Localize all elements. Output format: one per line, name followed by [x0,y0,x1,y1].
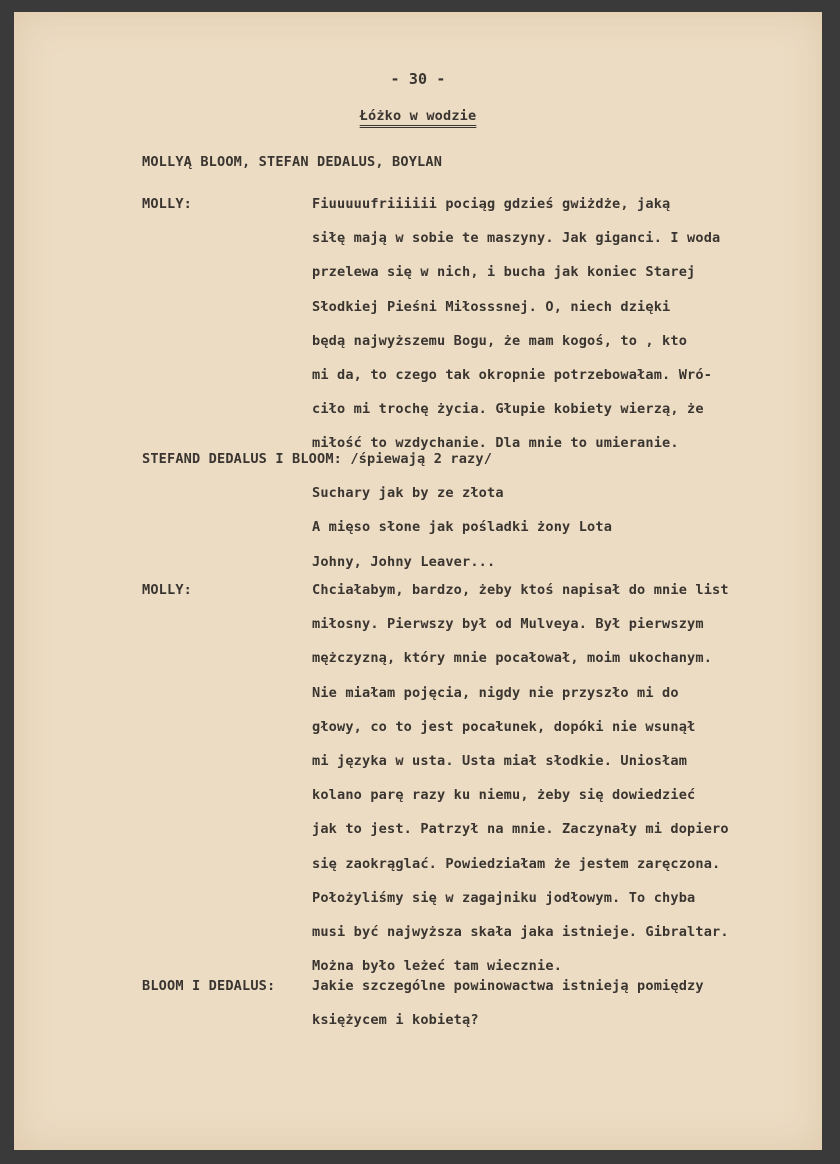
dialogue-line: siłę mają w sobie te maszyny. Jak giganci. I woda [312,230,721,247]
dialogue-line: mi da, to czego tak okropnie potrzebowałam. Wró- [312,367,713,383]
page-number: - 30 - [390,70,446,88]
dialogue-line: Można było leżeć tam wiecznie. [312,958,563,975]
dialogue-line: mężczyzną, który mnie pocałował, moim ukochanym. [312,650,713,667]
scene-title-wrap [14,108,822,124]
typewritten-page [14,12,822,1150]
dialogue-line: miłosny. Pierwszy był od Mulveya. Był pierwszym [312,616,704,633]
dialogue-line: będą najwyższemu Bogu, że mam kogoś, to , kto [312,332,688,349]
dialogue-line: ciło mi trochę życia. Głupie kobiety wierzą, że [312,401,704,418]
dialogue-line: mi języka w usta. Usta miał słodkie. Uniosłam [312,753,688,769]
dialogue-line: Chciałabym, bardzo, żeby ktoś napisał do mnie list [312,582,729,598]
speaker-label: STEFAND DEDALUS I BLOOM: /śpiewają 2 razy/ [142,451,493,467]
dialogue-line: głowy, co to jest pocałunek, dopóki nie wsunął [312,718,696,735]
dialogue-line: musi być najwyższa skała jaka istnieje. Gibraltar. [312,924,729,940]
speaker-label: MOLLY: [142,582,193,598]
cast-list: MOLLYĄ BLOOM, STEFAN DEDALUS, BOYLAN [142,154,443,170]
dialogue-line: Fiuuuuufriiiiii pociąg gdzieś gwiżdże, jaką [312,196,671,212]
dialogue-line: księżycem i kobietą? [312,1012,479,1029]
dialogue-line: Położyliśmy się w zagajniku jodłowym. To chyba [312,889,696,906]
scene-title: Łóżko w wodzie [359,108,477,124]
dialogue-line: Słodkiej Pieśni Miłosssnej. O, niech dzięki [312,298,671,315]
dialogue-line: jak to jest. Patrzył na mnie. Zaczynały mi dopiero [312,821,729,838]
dialogue-line: Suchary jak by ze złota [312,485,504,502]
dialogue-line: Johny, Johny Leaver... [312,553,496,570]
dialogue-line: się zaokrąglać. Powiedziałam że jestem zaręczona. [312,855,721,872]
speaker-label: BLOOM I DEDALUS: [142,978,276,994]
speaker-label: MOLLY: [142,196,193,212]
dialogue-line: przelewa się w nich, i bucha jak koniec Starej [312,264,696,281]
dialogue-line: miłość to wzdychanie. Dla mnie to umieranie. [312,435,679,452]
dialogue-line: Nie miałam pojęcia, nigdy nie przyszło mi do [312,684,679,701]
dialogue-line: kolano parę razy ku niemu, żeby się dowiedzieć [312,787,696,804]
dialogue-line: A mięso słone jak pośladki żony Lota [312,519,613,536]
dialogue-line: Jakie szczególne powinowactwa istnieją pomiędzy [312,978,704,994]
